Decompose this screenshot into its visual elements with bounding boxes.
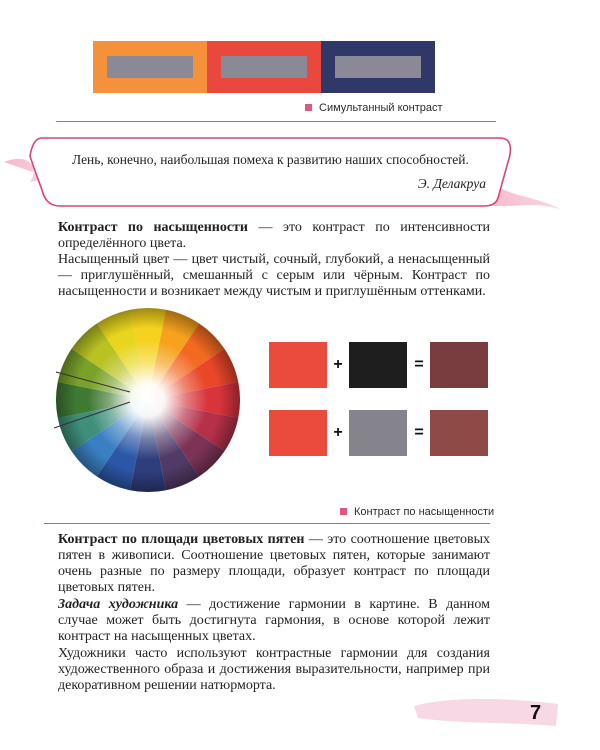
pure-red-swatch (269, 342, 327, 388)
gray-inset (335, 56, 421, 78)
simultaneous-contrast-strip (93, 41, 435, 93)
red-panel (207, 41, 321, 93)
red-black-mix-swatch (430, 342, 488, 388)
area-contrast-definition: Контраст по площади цветовых пятен — это соотношение цветовых пятен в живописи. Соотношение цветовых пятен, которые занимают очень разные по размеру площади, образует контраст по площади цветовых пятен. (58, 532, 490, 595)
orange-panel (93, 41, 207, 93)
closing-paragraph: Художники часто используют контрастные гармонии для создания художественного образа и достижения выразительности, например при декоративном решении натюрморта. (58, 646, 490, 693)
page-number: 7 (530, 702, 542, 724)
term-artist-task: Задача художника (58, 597, 179, 612)
figure-caption-simultaneous: Симультанный контраст (305, 102, 443, 114)
artist-task-paragraph: Задача художника — достижение гармонии в картине. В данном случае может быть достигнута гармония, в основе которой лежит контраст на насыщенных цветах. (58, 597, 491, 644)
caption-rule (44, 523, 490, 524)
red-gray-mix-swatch (430, 410, 488, 456)
saturation-paragraph: Насыщенный цвет — цвет чистый, сочный, глубокий, а ненасыщенный — приглушённый, смешанный с серым или чёрным. Контраст по насыщенности и возникает между чистым и приглушённым оттенками. (58, 252, 490, 299)
equals-sign: = (414, 424, 424, 441)
black-swatch (349, 342, 407, 388)
saturation-definition: Контраст по насыщенности — это контраст по интенсивности определённого цвета. (58, 220, 490, 251)
term-area-contrast: Контраст по площади цветовых пятен (58, 532, 305, 547)
gray-inset (221, 56, 307, 78)
figure-caption-saturation: Контраст по насыщенности (340, 506, 494, 518)
term-saturation: Контраст по насыщенности (58, 220, 248, 235)
caption-marker-icon (340, 508, 347, 515)
navy-panel (321, 41, 435, 93)
equals-sign: = (414, 356, 424, 373)
caption-rule (56, 121, 496, 122)
plus-sign: + (333, 356, 343, 373)
color-wheel (44, 306, 254, 506)
caption-marker-icon (305, 104, 312, 111)
gray-inset (107, 56, 193, 78)
gray-swatch (349, 410, 407, 456)
quote-banner (0, 128, 600, 218)
pure-red-swatch (269, 410, 327, 456)
plus-sign: + (333, 424, 343, 441)
quote-text: Лень, конечно, наибольшая помеха к развитию наших способностей. (72, 152, 469, 167)
quote-author: Э. Делакруа (417, 176, 486, 191)
